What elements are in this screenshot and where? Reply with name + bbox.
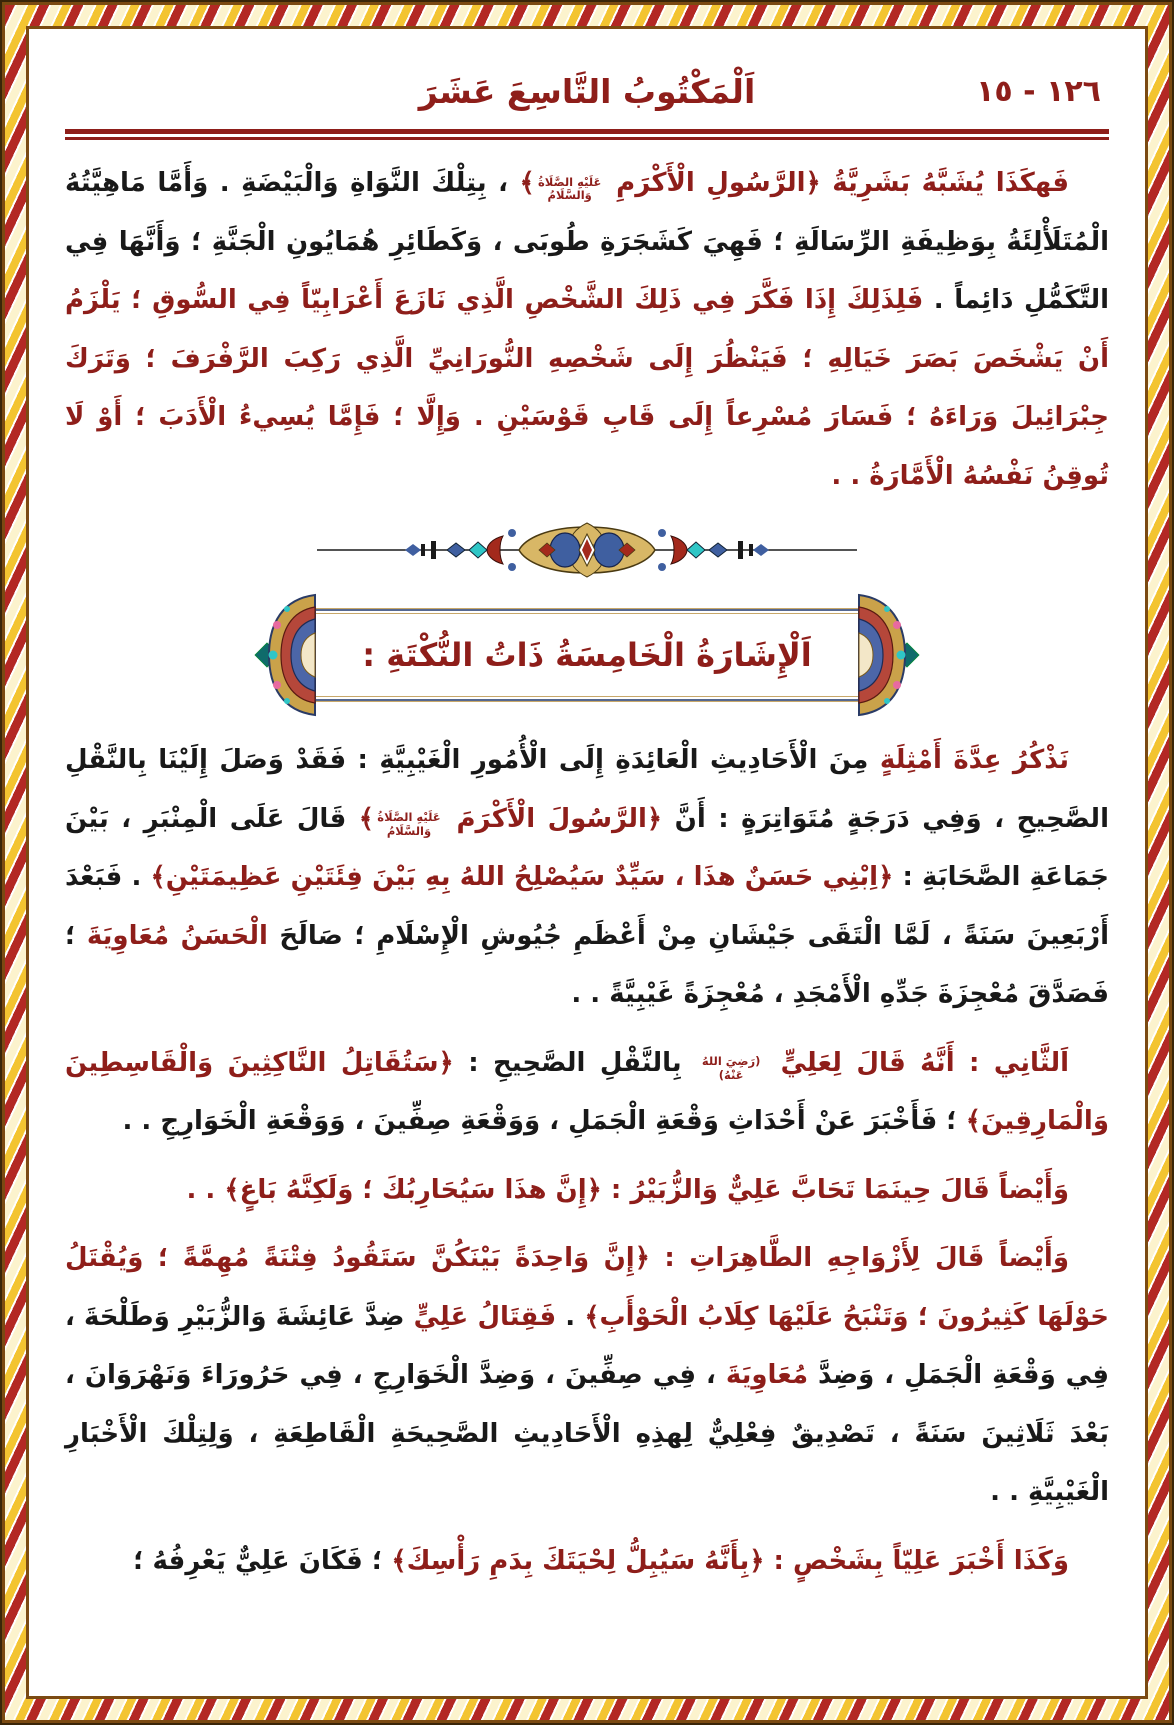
text-run: . فَبَعْدَ أَرْبَعِينَ سَنَةً ، لَمَّا الْتَقَى جَيْشَانِ مِنْ أَعْظَمِ جُيُوشِ الْإِسْلَامِ ؛ صَالَحَ — [65, 862, 1110, 951]
text-run: مِنَ الْأَحَادِيثِ الْعَائِدَةِ إِلَى الْأُمُورِ الْغَيْبِيَّةِ : فَقَدْ وَصَلَ إِلَيْنَا بِالنَّقْلِ الصَّحِيحِ ، وَفِي دَرَجَةٍ مُتَوَاتِرَةٍ : أَنَّ — [65, 745, 1109, 834]
text-run: مُعَاوِيَةَ — [725, 1360, 809, 1390]
text-run: فَقِتَالُ عَلِيٍّ — [404, 1301, 557, 1332]
text-run: ؛ فَكَانَ عَلِيٌّ يَعْرِفُهُ ؛ — [133, 1545, 392, 1576]
paragraph-second-example — [65, 1034, 1109, 1151]
header-double-rule — [65, 129, 1109, 140]
text-run: وَأَيْضاً قَالَ حِينَمَا تَحَابَّ عَلِيٌّ وَالزُّبَيْرُ : ﴿إِنَّ هذَا سَيُحَارِبُكَ ؛ وَلَكِنَّهُ بَاغٍ﴾ . . — [186, 1174, 1069, 1205]
page-header — [65, 61, 1109, 123]
text-run: قَالَ عَلَى الْمِنْبَرِ ، بَيْنَ جَمَاعَةِ الصَّحَابَةِ : — [65, 803, 1110, 892]
text-run: ضِدَّ عَائِشَةَ وَالزُّبَيْرِ وَطَلْحَةَ ، فِي وَقْعَةِ الْجَمَلِ ، وَضِدَّ — [65, 1301, 1109, 1390]
section-heading — [287, 609, 887, 701]
heading-corner-flourish-icon — [253, 589, 317, 721]
paragraph-intro — [65, 154, 1109, 505]
page-number: ١٢٦ - ١٥ — [976, 74, 1101, 109]
text-run: ، فِي صِفِّينَ ، وَضِدَّ الْخَوَارِجِ ، فِي حَرُورَاءَ وَنَهْرَوَانَ ، بَعْدَ ثَلَاثِينَ سَنَةً ، تَصْدِيقٌ فِعْلِيٌّ لِهذِهِ الْأَحَادِيثِ الصَّحِيحَةِ الْقَاطِعَةِ ، وَلِتِلْكَ الْأَخْبَارِ الْغَيْبِيَّةِ . . — [65, 1360, 1109, 1507]
text-run: فَهكَذَا يُشَبَّهُ بَشَرِيَّةُ — [820, 168, 1069, 198]
hadith-quote: وَكَذَا أَخْبَرَ عَلِيّاً بِشَخْصٍ : ﴿بِأَنَّهُ سَيُبِلُّ لِحْيَتَكَ بِدَمِ رَأْسِكَ﴾ — [391, 1545, 1069, 1576]
heading-title: اَلْإِشَارَةُ الْخَامِسَةُ ذَاتُ النُّكْتَةِ : — [362, 636, 812, 674]
heading-box — [287, 609, 887, 701]
paragraph-beard-prophecy — [65, 1532, 1109, 1591]
salawat-seal: عَلَيْهِ الصَّلَاةُ وَالسَّلَامُ — [377, 810, 441, 838]
hadith-quote: ﴿اِبْنِي حَسَنٌ هذَا ، سَيِّدٌ سَيُصْلِحُ اللهُ بِهِ بَيْنَ فِئَتَيْنِ عَظِيمَتَيْنِ﴾ — [150, 862, 894, 892]
page-title: اَلْمَكْتُوبُ التَّاسِعَ عَشَرَ — [418, 72, 756, 111]
text-run: فَلِذَلِكَ إِذَا فَكَّرَ فِي ذَلِكَ الشَّخْصِ الَّذِي نَازَعَ أَعْرَابِيّاً فِي السُّوقِ ؛ يَلْزَمُ أَنْ يَشْخَصَ بَصَرَ خَيَالِهِ ؛ فَيَنْظُرَ إِلَى شَخْصِهِ النُّورَانِيِّ الَّذِي رَكِبَ الرَّفْرَفَ ؛ وَتَرَكَ جِبْرَائِيلَ وَرَاءَهُ ؛ فَسَارَ مُسْرِعاً إِلَى قَابِ قَوْسَيْنِ . وَإِلَّا ؛ فَإِمَّا يُسِيءُ الْأَدَبَ ؛ أَوْ لَا تُوقِنُ نَفْسُهُ الْأَمَّارَةُ . . — [65, 285, 1109, 491]
text-run: ؛ فَأَخْبَرَ عَنْ أَحْدَاثِ وَقْعَةِ الْجَمَلِ ، وَوَقْعَةِ صِفِّينَ ، وَوَقْعَةِ الْخَوَارِجِ . . — [122, 1106, 966, 1136]
content-area — [26, 26, 1148, 1699]
paragraph-wives-example — [65, 1229, 1109, 1522]
text-run: ؛ فَصَدَّقَ مُعْجِزَةَ جَدِّهِ الْأَمْجَدِ ، مُعْجِزَةً غَيْبِيَّةً . . — [65, 920, 1109, 1009]
heading-flourish-left — [253, 589, 317, 721]
paragraph-examples-intro — [65, 731, 1109, 1024]
hadith-close-quote: ﴾ — [519, 168, 535, 198]
text-run: الْحَسَنُ مُعَاوِيَةَ — [86, 920, 268, 951]
hadith-open-quote: ﴿الرَّسُولَ الْأَكْرَمَ — [443, 803, 663, 834]
text-run: اَلثَّانِي : أَنَّهُ قَالَ لِعَلِيٍّ — [766, 1047, 1070, 1078]
heading-flourish-right — [857, 589, 921, 721]
text-run: بِالنَّقْلِ الصَّحِيحِ : — [453, 1047, 697, 1078]
radiallahu-seal: (رَضِيَ اللهُ عَنْهُ) — [701, 1054, 761, 1082]
section-divider — [65, 521, 1109, 579]
heading-corner-flourish-icon — [857, 589, 921, 721]
hadith-close-quote: ﴾ — [358, 803, 374, 834]
section-divider-ornament — [307, 521, 867, 579]
hadith-quote: وَأَيْضاً قَالَ لِأَزْوَاجِهِ الطَّاهِرَاتِ : ﴿إِنَّ وَاحِدَةً بَيْنَكُنَّ سَتَقُودُ فِتْنَةً مُهِمَّةً ؛ وَيُقْتَلُ حَوْلَهَا كَثِيرُونَ ؛ وَتَنْبَحُ عَلَيْهَا كِلَابُ الْحَوْأَبِ﴾ — [65, 1243, 1109, 1332]
paragraph-zubayr-example — [65, 1161, 1109, 1220]
hadith-quote: ﴿سَتُقَاتِلُ النَّاكِثِينَ وَالْقَاسِطِينَ وَالْمَارِقِينَ﴾ — [65, 1047, 1109, 1136]
salawat-seal: عَلَيْهِ الصَّلَاةُ وَالسَّلَامُ — [538, 174, 602, 202]
text-run: ، بِتِلْكَ النَّوَاةِ وَالْبَيْضَةِ . وَأَمَّا مَاهِيَّتُهُ الْمُتَلَأْلِئَةُ بِوَظِيفَةِ الرِّسَالَةِ ؛ فَهِيَ كَشَجَرَةِ طُوبَى ، وَكَطَائِرِ هُمَايُونِ الْجَنَّةِ ؛ وَأَنَّهَا فِي التَّكَمُّلِ دَائِماً . — [65, 168, 1109, 315]
text-run: نَذْكُرُ عِدَّةَ أَمْثِلَةٍ — [868, 745, 1069, 775]
hadith-open-quote: ﴿الرَّسُولِ الْأَكْرَمِ — [604, 168, 821, 198]
text-run: . — [556, 1301, 585, 1332]
decorative-chain-border — [2, 2, 1172, 1723]
